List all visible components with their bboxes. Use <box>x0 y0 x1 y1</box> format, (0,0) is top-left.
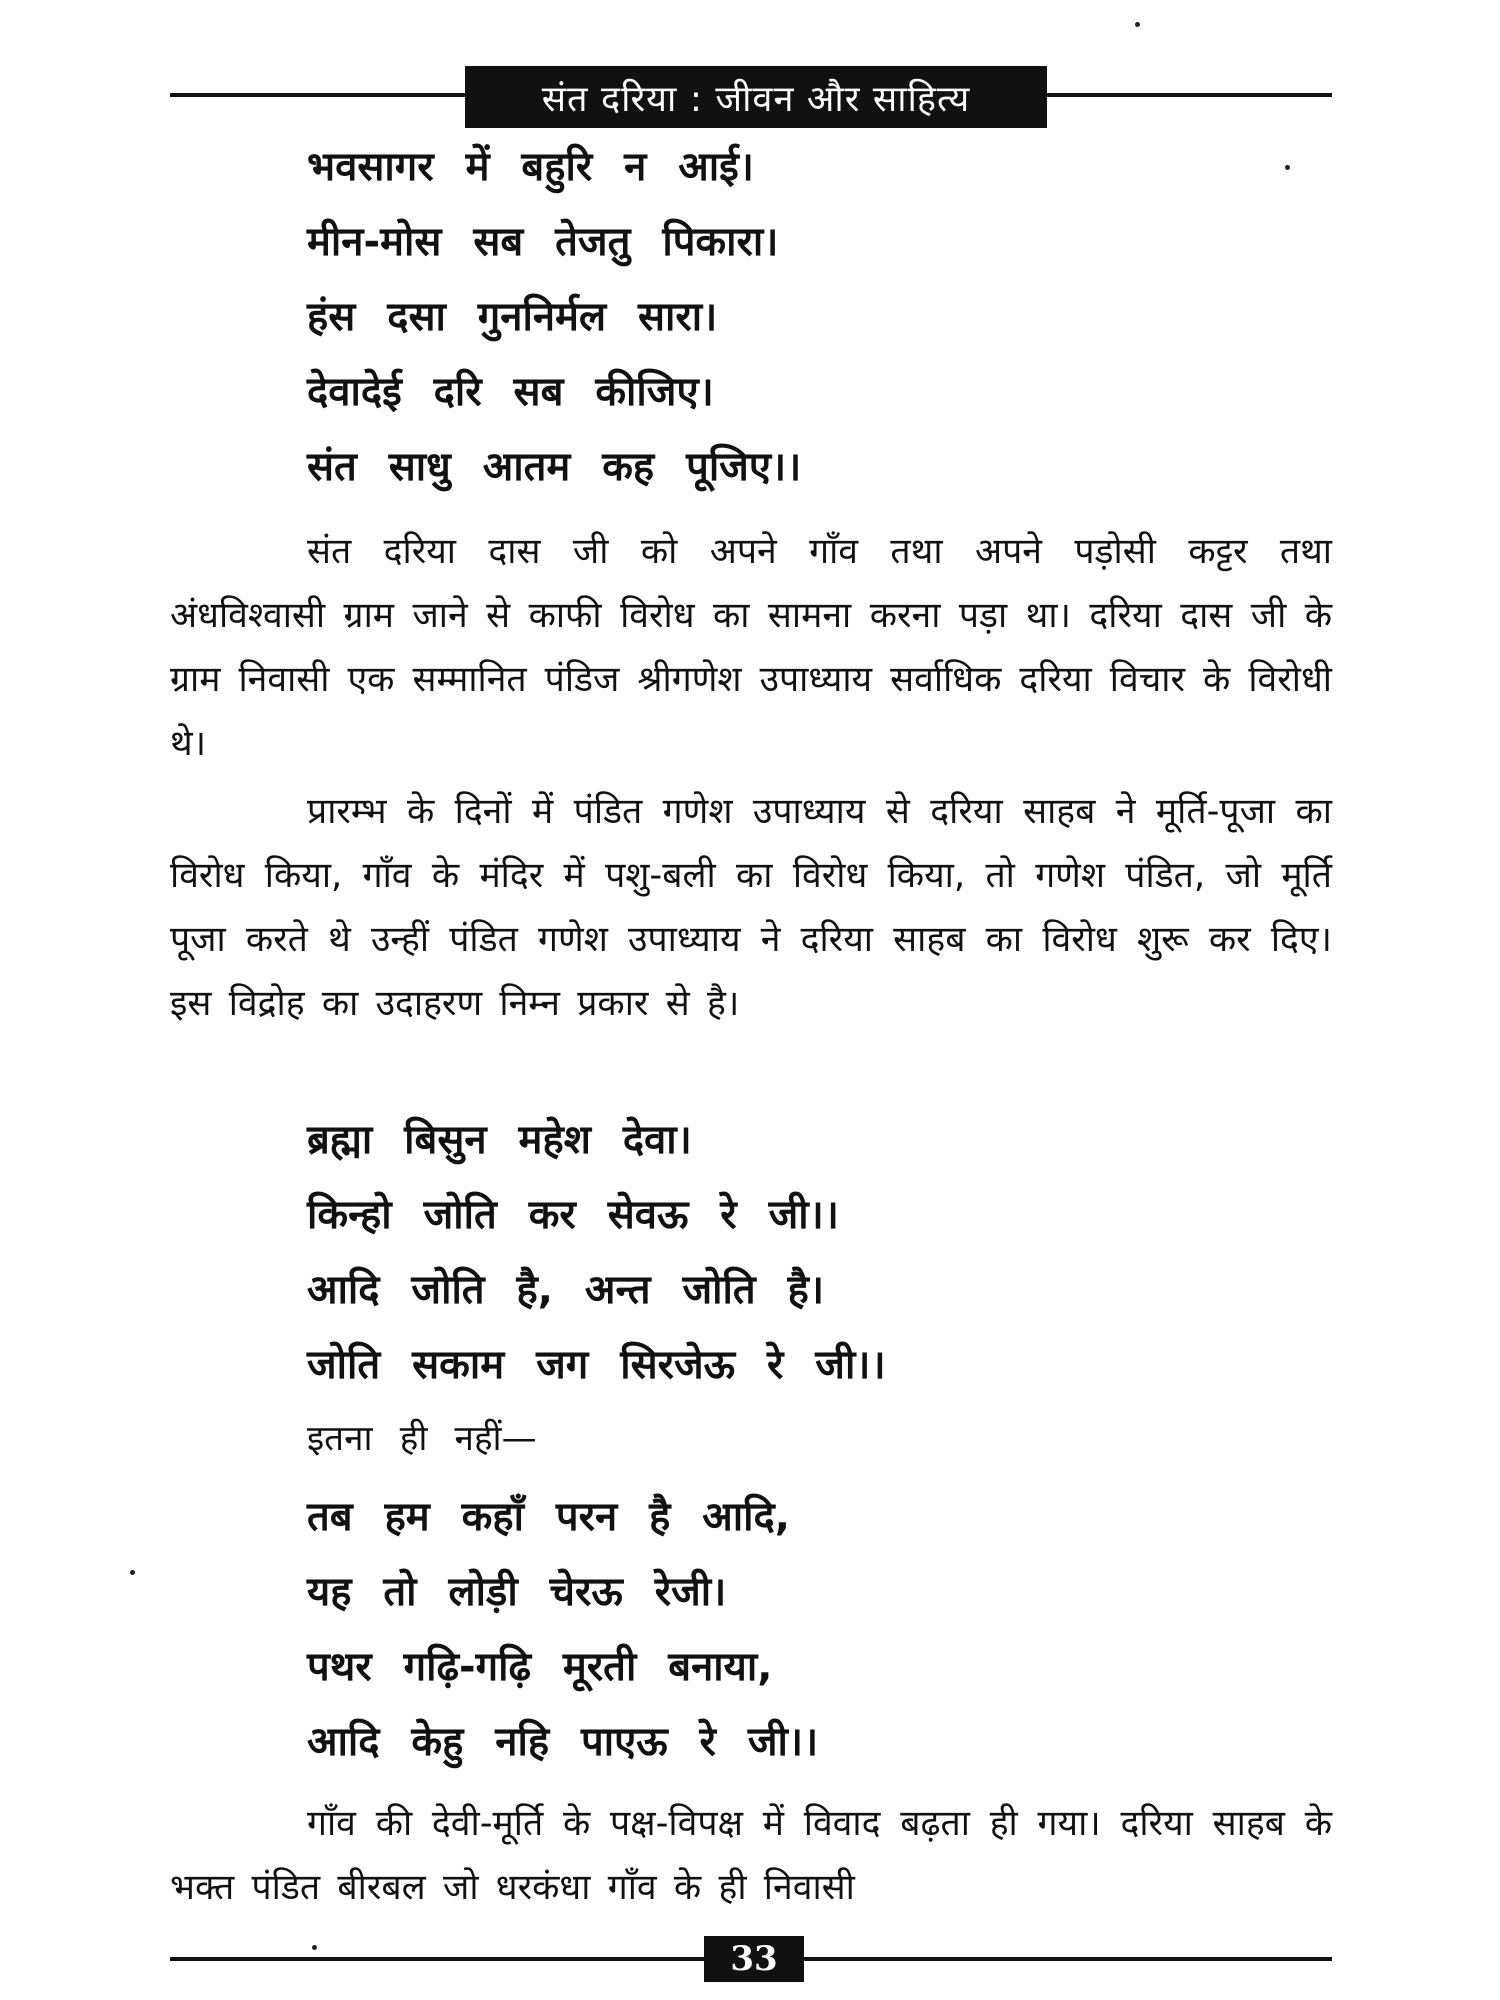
scan-speck <box>1135 22 1140 27</box>
scan-speck <box>1285 165 1290 170</box>
header-rule-right <box>1040 93 1332 97</box>
scan-speck <box>130 1570 135 1575</box>
verse-line: तब हम कहाँ परन है आदि, <box>307 1494 790 1540</box>
footer-rule-right <box>800 1957 1332 1961</box>
body-paragraph: गाँव की देवी-मूर्ति के पक्ष-विपक्ष में विवाद बढ़ता ही गया। दरिया साहब के भक्त पंडित बीरबल जो धरकंधा गाँव के ही निवासी <box>170 1803 1332 1908</box>
verse-line: ब्रह्मा बिसुन महेश देवा। <box>307 1117 692 1163</box>
header-rule-left <box>170 93 470 97</box>
verse-line: हंस दसा गुननिर्मल सारा। <box>307 294 718 340</box>
verse-line: आदि जोति है, अन्त जोति है। <box>307 1267 825 1313</box>
verse-line: संत साधु आतम कह पूजिए।। <box>307 444 802 490</box>
body-paragraph: प्रारम्भ के दिनों में पंडित गणेश उपाध्याय से दरिया साहब ने मूर्ति-पूजा का विरोध किया, गाँव के मंदिर में पशु-बली का विरोध किया, तो गणेश पंडित, जो मूर्ति पूजा करते थे उन्हीं पंडित गणेश उपाध्याय ने दरिया साहब का विरोध शुरू कर दिए। इस विद्रोह का उदाहरण निम्न प्रकार से है। <box>170 791 1332 1024</box>
verse-line: जोति सकाम जग सिरजेऊ रे जी।। <box>307 1342 886 1388</box>
verse-line: पथर गढ़ि-गढ़ि मूरती बनाया, <box>307 1644 773 1690</box>
footer-rule-left <box>170 1957 710 1961</box>
running-header-title: संत दरिया : जीवन और साहित्य <box>465 66 1047 128</box>
verse-line: यह तो लोड़ी चेरऊ रेजी। <box>307 1569 727 1615</box>
interlude-text: इतना ही नहीं— <box>307 1419 537 1459</box>
verse-line: किन्हो जोति कर सेवऊ रे जी।। <box>307 1192 839 1238</box>
verse-line: मीन-मोस सब तेजतु पिकारा। <box>307 219 779 265</box>
scan-speck <box>312 1945 317 1950</box>
verse-line: आदि केहु नहि पाएऊ रे जी।। <box>307 1719 819 1765</box>
verse-line: भवसागर में बहुरि न आई। <box>307 144 754 190</box>
body-paragraph: संत दरिया दास जी को अपने गाँव तथा अपने पड़ोसी कट्टर तथा अंधविश्वासी ग्राम जाने से काफी विरोध का सामना करना पड़ा था। दरिया दास जी के ग्राम निवासी एक सम्मानित पंडिज श्रीगणेश उपाध्याय सर्वाधिक दरिया विचार के विरोधी थे। <box>170 531 1332 764</box>
verse-line: देवादेई दरि सब कीजिए। <box>307 369 714 415</box>
page-number: 33 <box>704 1936 804 1982</box>
